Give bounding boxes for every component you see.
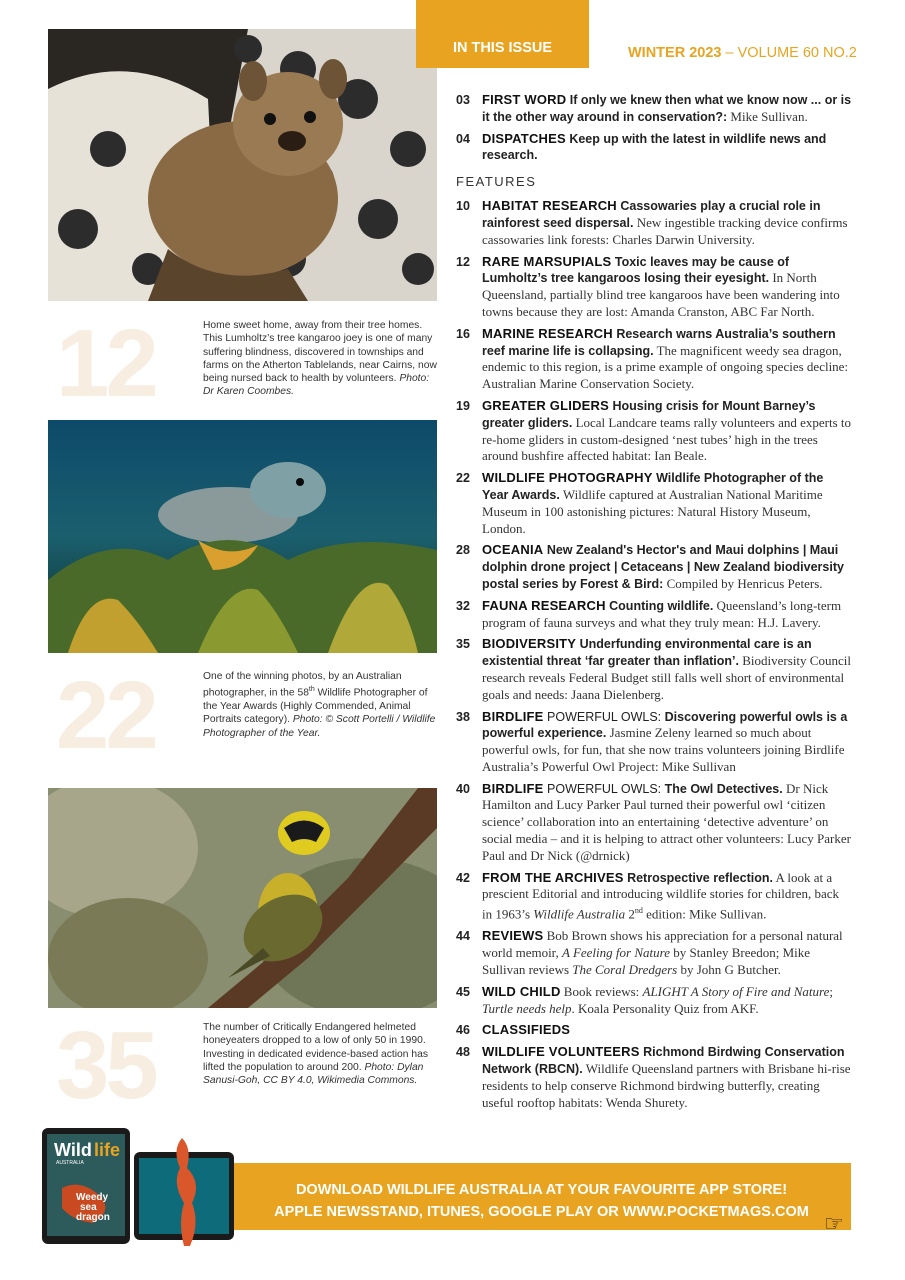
toc-heading: BIRDLIFE <box>482 780 544 796</box>
toc-lead: Discovering powerful owls is a powerful experience. <box>482 709 848 741</box>
banner-line-2: APPLE NEWSSTAND, ITUNES, GOOGLE PLAY OR WWW.POCKETMAGS.COM <box>274 1204 809 1220</box>
toc-page-number: 16 <box>456 326 470 341</box>
toc-lead: If only we knew then what we know now ... or is it the other way around in conservation?: <box>482 93 852 124</box>
cover-brand: Wild <box>54 1140 92 1160</box>
toc-entry[interactable] <box>456 1044 852 1111</box>
toc-body-italic-2: Turtle needs help <box>482 1000 572 1016</box>
toc-heading: WILDLIFE VOLUNTEERS <box>482 1044 640 1060</box>
toc-entry[interactable] <box>456 542 852 592</box>
toc-body: Mike Sullivan. <box>727 108 808 124</box>
sea-lion-photo <box>48 420 437 653</box>
toc-page-number: 38 <box>456 709 470 724</box>
toc-heading: OCEANIA <box>482 542 544 558</box>
toc-heading: FIRST WORD <box>482 92 567 107</box>
toc-body: Queensland’s long-term program of fauna surveys and what they truly mean: H.J. Lavery. <box>482 597 842 630</box>
photo-caption-tree-kangaroo <box>203 319 441 399</box>
in-this-issue-tab: IN THIS ISSUE <box>416 0 589 68</box>
toc-entry[interactable] <box>456 781 852 865</box>
toc-body-cont: 2 <box>625 906 635 922</box>
toc-lead: Housing crisis for Mount Barney’s greater gliders. <box>482 398 816 430</box>
toc-lead: Richmond Birdwing Conservation Network (RBCN). <box>482 1045 845 1077</box>
features-label: FEATURES <box>456 174 537 190</box>
toc-heading: DISPATCHES <box>482 130 566 146</box>
caption-credit: Photo: Dylan Sanusi-Goh, CC BY 4.0, Wikimedia Commons. <box>203 1061 424 1087</box>
toc-body: Book reviews: <box>560 983 643 999</box>
issue-season: WINTER 2023 <box>628 45 722 61</box>
honeyeater-photo <box>48 788 437 1008</box>
cover-brand-accent: life <box>94 1140 121 1160</box>
toc-page-number: 46 <box>456 1023 470 1038</box>
toc-entry[interactable] <box>456 92 852 126</box>
toc-lead: Counting wildlife. <box>605 598 714 613</box>
cover-line-2: sea <box>80 1202 97 1213</box>
toc-entry[interactable] <box>456 1022 852 1039</box>
toc-lead: Underfunding environmental care is an existential threat ‘far greater than inflation’. <box>482 637 812 669</box>
toc-entry[interactable] <box>456 636 852 703</box>
toc-body-end: edition: Mike Sullivan. <box>642 906 767 922</box>
toc-lead: Wildlife Photographer of the Year Awards. <box>482 471 824 502</box>
toc-page-number: 44 <box>456 929 470 944</box>
toc-heading: RARE MARSUPIALS <box>482 253 612 269</box>
caption-text: The number of Critically Endangered helmeted honeyeaters dropped to a low of only 50 in 1990. Investing in dedicated evidence-based action has lifted the population to around 200. <box>203 1022 428 1073</box>
toc-page-number: 48 <box>456 1045 470 1060</box>
app-store-banner[interactable] <box>232 1163 851 1230</box>
toc-lead: New Zealand's Hector's and Maui dolphins | Maui dolphin drone project | Cetaceans | New Zealand biodiversity postal series by Forest & Bird: <box>482 543 844 591</box>
toc-page-number: 03 <box>456 93 470 107</box>
toc-heading: GREATER GLIDERS <box>482 397 609 413</box>
cover-line-3: dragon <box>76 1212 110 1223</box>
caption-text-cont: Wildlife Photographer of the Year Awards (Highly Commended, Animal Portraits category). <box>203 687 428 726</box>
toc-body: Bob Brown shows his appreciation for a personal natural world memoir, <box>482 928 843 961</box>
toc-lead: Retrospective reflection. <box>623 870 773 885</box>
feature-number-35: 35 <box>56 1012 155 1119</box>
toc-heading: FAUNA RESEARCH <box>482 597 606 613</box>
toc-body: In North Queensland, partially blind tree kangaroos have been wandering into towns because they are lost: Amanda Cranston, ABC Far North. <box>482 270 840 319</box>
feature-number-12: 12 <box>56 310 155 417</box>
toc-page-number: 22 <box>456 471 470 486</box>
toc-entry[interactable] <box>456 398 852 465</box>
toc-entry[interactable] <box>456 254 852 321</box>
toc-page-number: 40 <box>456 781 470 796</box>
toc-heading: MARINE RESEARCH <box>482 325 613 341</box>
toc-heading: WILDLIFE PHOTOGRAPHY <box>482 470 653 486</box>
toc-body: Compiled by Henricus Peters. <box>663 575 823 591</box>
photo-caption-honeyeater <box>203 1021 441 1087</box>
caption-text: One of the winning photos, by an Australian photographer, in the 58 <box>203 671 402 699</box>
toc-page-number: 12 <box>456 254 470 269</box>
toc-entry[interactable] <box>456 470 852 537</box>
toc-body: Local Landcare teams rally volunteers and experts to re-home gliders in custom-designed ‘nest tubes’ high in the trees around bushfire affected habitat: Ian Beale. <box>482 414 851 464</box>
toc-page-number: 32 <box>456 598 470 613</box>
toc-entry[interactable] <box>456 198 852 248</box>
toc-body: Biodiversity Council research reveals Federal Budget still falls well short of environmental goals and needs: Jaana Dielenberg. <box>482 653 851 702</box>
toc-heading: CLASSIFIEDS <box>482 1022 571 1038</box>
issue-volume: – VOLUME 60 NO.2 <box>721 45 857 61</box>
toc-page-number: 10 <box>456 199 470 214</box>
toc-body: Dr Nick Hamilton and Lucy Parker Paul turned their powerful owl ‘citizen science’ collaboration into an entertaining ‘detective adventure’ on social media – and it is helping to attract other volunteers: Lucy Parker Paul and Dr Nick (@drnick) <box>482 780 851 863</box>
toc-body: Wildlife Queensland partners with Brisbane hi-rise residents to help conserve Richmond birdwing butterfly, creating useful rooftop habitats: Wenda Shurety. <box>482 1061 851 1110</box>
cover-subtitle: AUSTRALIA <box>56 1160 84 1166</box>
page-turn-icon[interactable]: ☞ <box>824 1212 844 1237</box>
caption-credit: Photo: Dr Karen Coombes. <box>203 373 430 398</box>
toc-body-italic: A Feeling for Nature <box>562 945 670 961</box>
toc-body: Wildlife captured at Australian National Maritime Museum in 100 astonishing pictures: Natural History Museum, London. <box>482 486 823 536</box>
toc-page-number: 42 <box>456 870 470 885</box>
toc-heading: HABITAT RESEARCH <box>482 198 617 214</box>
toc-heading: REVIEWS <box>482 928 544 944</box>
banner-line-1: DOWNLOAD WILDLIFE AUSTRALIA AT YOUR FAVOURITE APP STORE! <box>295 1182 788 1198</box>
tree-kangaroo-photo <box>48 29 437 301</box>
toc-lead: The Owl Detectives. <box>661 781 783 796</box>
toc-page-number: 35 <box>456 637 470 652</box>
toc-heading: BIODIVERSITY <box>482 636 577 652</box>
toc-body-cont: ; <box>829 983 833 999</box>
toc-page-number: 04 <box>456 131 470 146</box>
toc-entry[interactable] <box>456 326 852 393</box>
toc-body: Jasmine Zeleny learned so much about powerful owls, for fun, that she now trains volunteers joining Birdlife Australia’s Powerful Owl Project: Mike Sullivan <box>482 725 845 774</box>
toc-body: The magnificent weedy sea dragon, endemic to this region, is a prime example of ongoing species decline: Australian Marine Conservation Society. <box>482 342 849 392</box>
caption-credit: Photo: © Scott Portelli / Wildlife Photographer of the Year. <box>203 714 436 739</box>
toc-subheading: POWERFUL OWLS: <box>543 781 662 796</box>
caption-text: Home sweet home, away from their tree homes. This Lumholtz’s tree kangaroo joey is one of many suffering blindness, discovered in townships and farms on the Atherton Tablelands, near Cairns, now being nursed back to health by volunteers. <box>203 320 437 385</box>
toc-lead: Keep up with the latest in wildlife news and research. <box>482 131 827 163</box>
toc-body-end: . Koala Personality Quiz from AKF. <box>571 1000 759 1016</box>
toc-lead: Cassowaries play a crucial role in rainforest seed dispersal. <box>482 199 821 230</box>
toc-body-italic-2: The Coral Dredgers <box>572 961 678 977</box>
caption-superscript: th <box>308 686 315 694</box>
toc-subheading: POWERFUL OWLS: <box>543 709 662 724</box>
toc-body-end: by John G Butcher. <box>677 961 781 977</box>
table-of-contents <box>456 92 852 1117</box>
toc-body-italic: ALIGHT A Story of Fire and Nature <box>642 983 830 999</box>
toc-heading: FROM THE ARCHIVES <box>482 869 624 885</box>
toc-page-number: 45 <box>456 984 470 999</box>
toc-lead: Toxic leaves may be cause of Lumholtz’s tree kangaroos losing their eyesight. <box>482 254 790 286</box>
toc-entry[interactable] <box>456 984 852 1018</box>
photo-caption-sea-lion <box>203 670 441 740</box>
toc-heading: BIRDLIFE <box>482 708 544 724</box>
cover-line-1: Weedy <box>76 1192 109 1203</box>
toc-entry[interactable] <box>456 131 852 165</box>
toc-entry[interactable] <box>456 928 852 978</box>
toc-body-cont: by Stanley Breedon; Mike Sullivan reviews <box>482 945 811 977</box>
toc-heading: WILD CHILD <box>482 983 561 999</box>
feature-number-22: 22 <box>56 662 155 769</box>
toc-page-number: 28 <box>456 543 470 558</box>
toc-body: A look at a prescient Editorial and introducing wildlife stories for children, back in 1963’s <box>482 869 840 922</box>
toc-body-italic: Wildlife Australia <box>533 906 626 922</box>
toc-entry[interactable] <box>456 598 852 632</box>
toc-body: New ingestible tracking device confirms cassowaries link forests: Charles Darwin University. <box>482 214 848 247</box>
toc-page-number: 19 <box>456 398 470 413</box>
issue-info <box>628 45 857 61</box>
toc-entry[interactable] <box>456 709 852 776</box>
toc-entry[interactable] <box>456 870 852 924</box>
toc-superscript: nd <box>634 906 643 916</box>
magazine-devices-illustration <box>42 1128 242 1246</box>
toc-lead: Research warns Australia’s southern reef marine life is collapsing. <box>482 326 836 358</box>
